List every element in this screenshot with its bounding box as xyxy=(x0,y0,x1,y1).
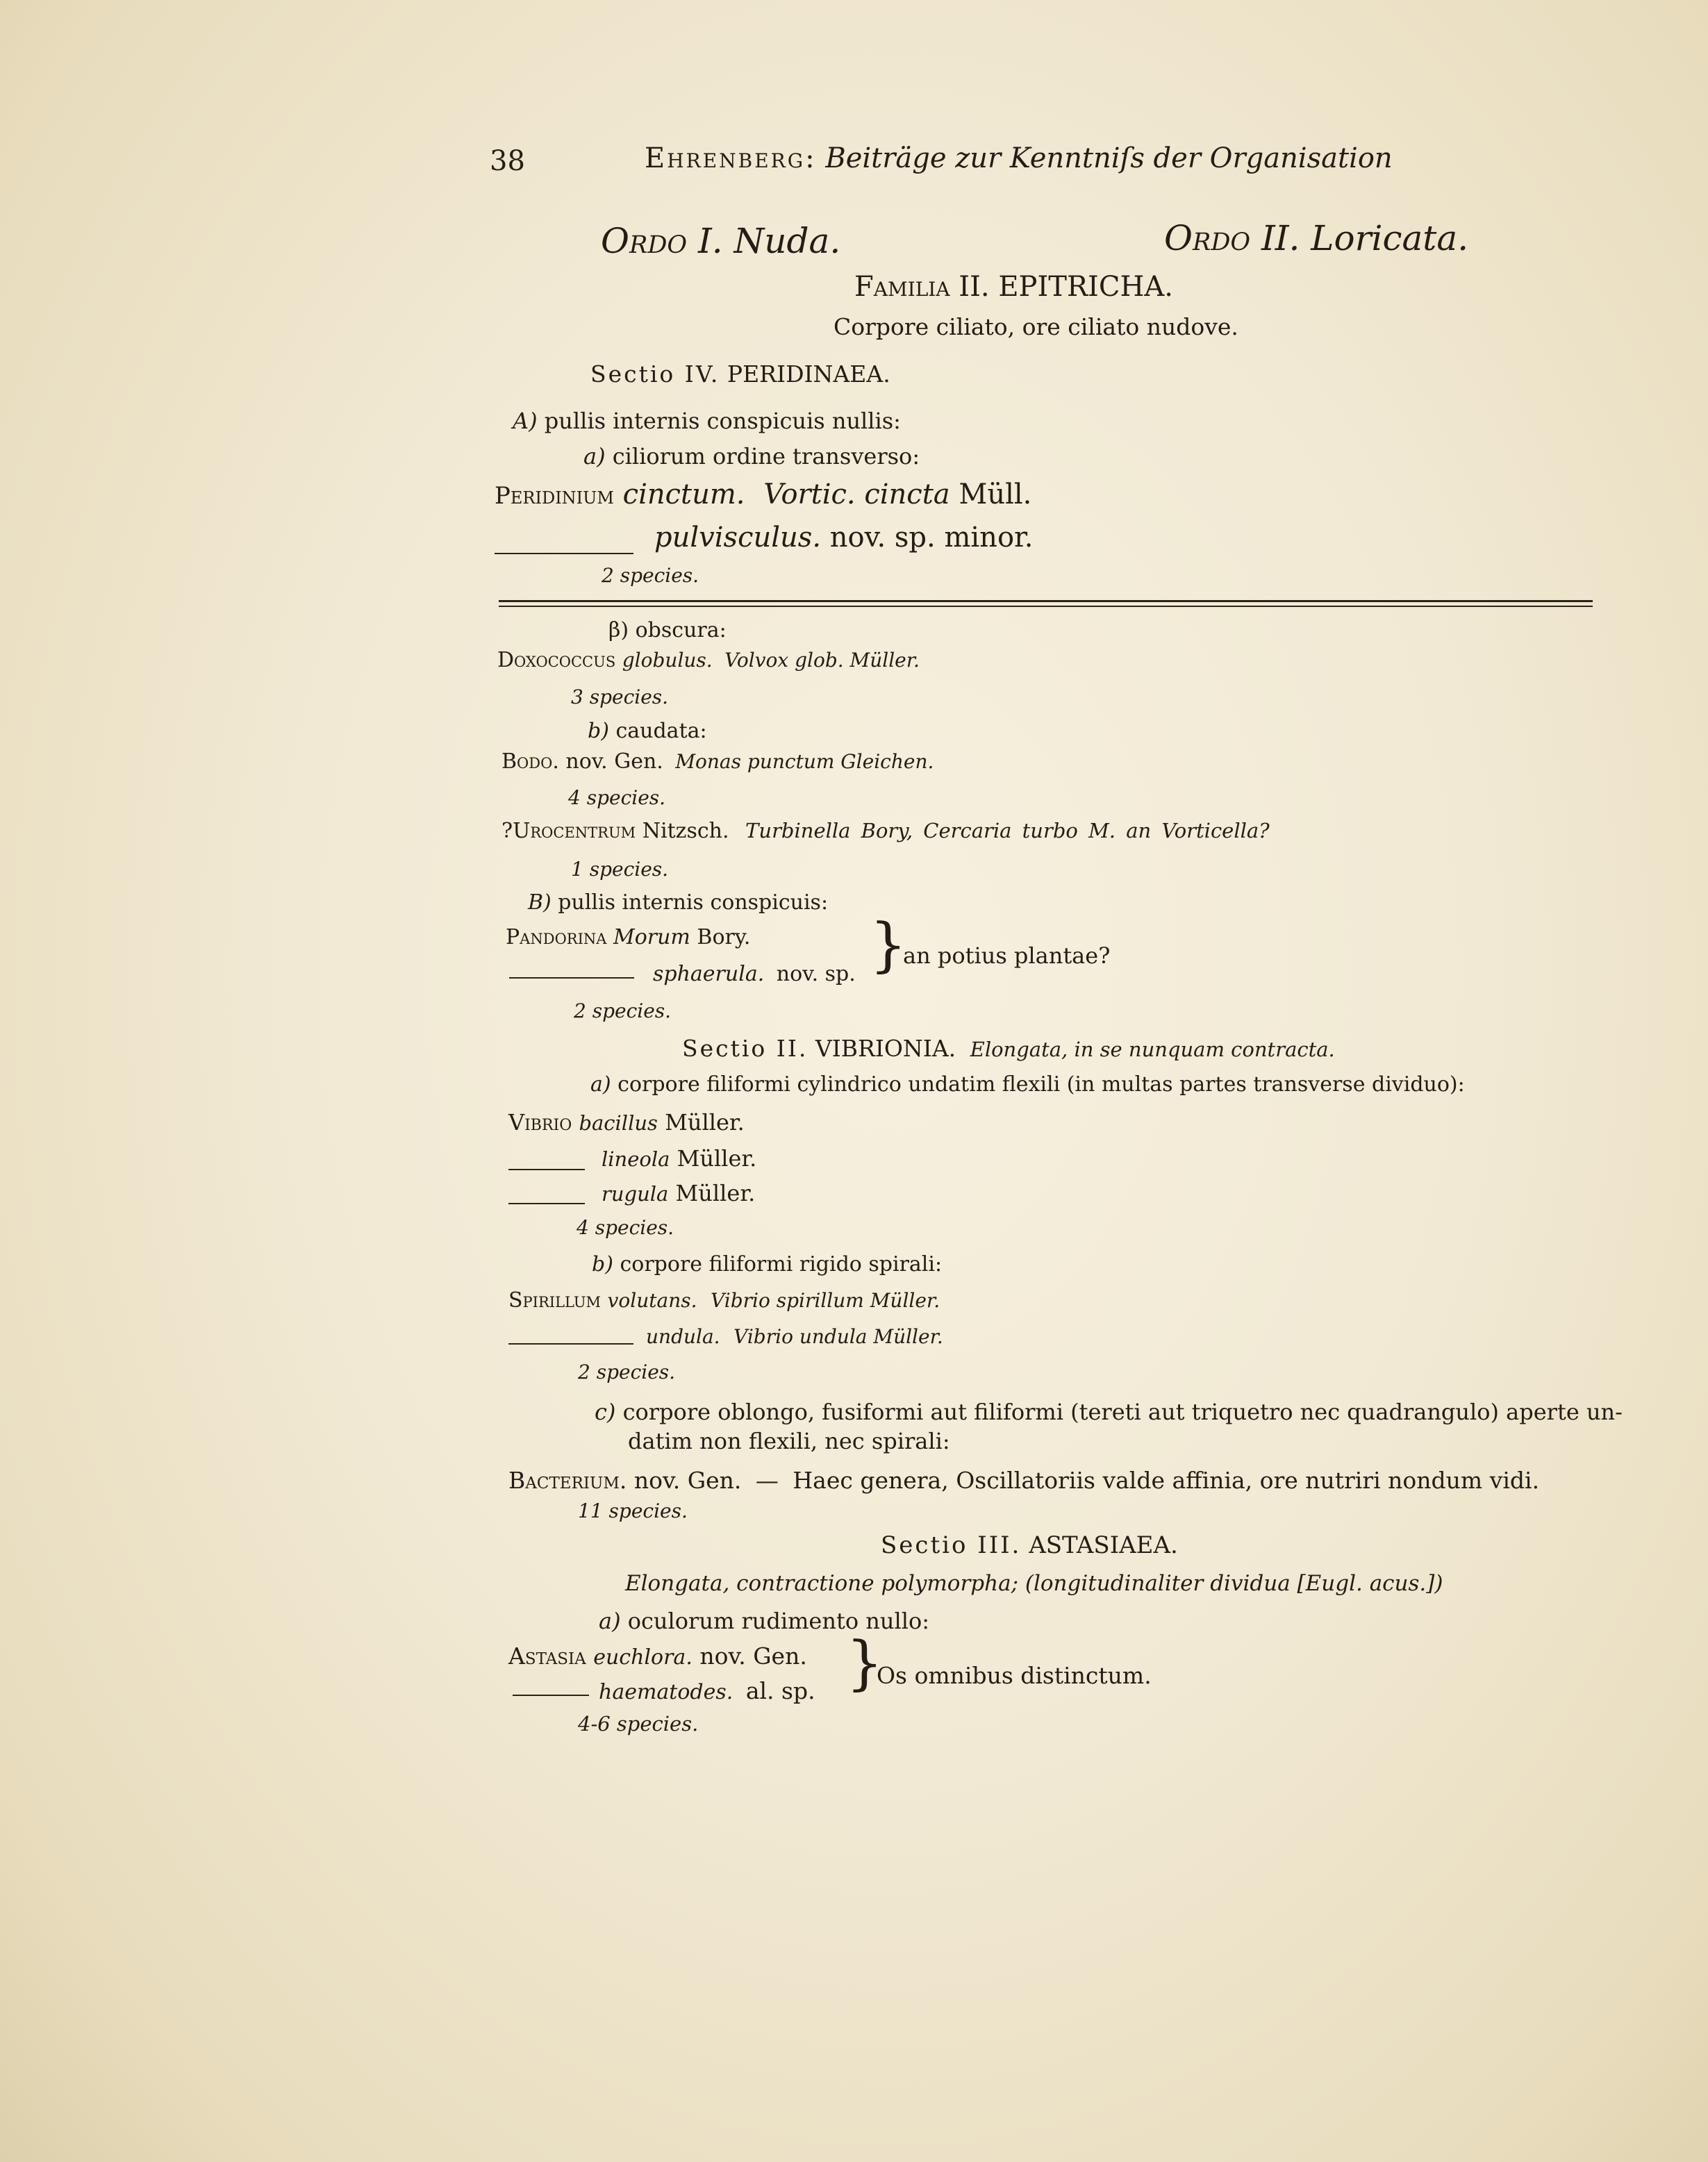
authority: Bory. xyxy=(697,925,751,949)
em-dash: — xyxy=(755,1467,779,1494)
familia-name: EPITRICHA. xyxy=(998,271,1173,303)
species-name: rugula xyxy=(602,1182,669,1206)
division-mark: a) xyxy=(590,1072,611,1097)
pandorina-note: an potius plantae? xyxy=(903,942,1111,969)
remark: Haec genera, Oscillatoriis valde affinia, ore nutriri nondum vidi. xyxy=(793,1467,1540,1494)
note: nov. sp. minor. xyxy=(829,522,1034,554)
division-mark: B) xyxy=(528,890,552,915)
ordo-2 xyxy=(1164,218,1469,258)
entry-peridinium xyxy=(495,481,1031,508)
division-text: corpore filiformi rigido spirali: xyxy=(620,1252,943,1277)
division-text: pullis internis conspicuis nullis: xyxy=(544,408,901,434)
sectio-4-label: Sectio IV. xyxy=(590,360,720,388)
curly-brace: } xyxy=(846,1629,884,1697)
ordo-1-name: Nuda. xyxy=(733,221,841,261)
double-rule-top xyxy=(499,600,1593,602)
species-count: 4 species. xyxy=(568,786,666,809)
entry-spirillum-undula xyxy=(646,1327,943,1347)
sectio-2-b xyxy=(592,1254,942,1275)
note: nov. Gen. xyxy=(565,749,663,774)
division-mark: a) xyxy=(583,443,606,469)
page-number: 38 xyxy=(490,145,525,177)
ditto-dash xyxy=(509,977,634,979)
sectio-2-name: VIBRIONIA. xyxy=(815,1035,956,1062)
species-name: lineola xyxy=(602,1147,670,1171)
sectio-4-heading xyxy=(590,360,890,388)
astasia-note: Os omnibus distinctum. xyxy=(877,1662,1152,1689)
ditto-dash xyxy=(508,1169,585,1170)
synonym: Volvox glob. Müller. xyxy=(724,649,920,672)
running-head xyxy=(645,144,1393,172)
curly-brace: } xyxy=(870,910,907,979)
entry-haematodes xyxy=(599,1679,815,1703)
genus-name: ?Urocentrum xyxy=(501,819,636,843)
species-name: globulus. xyxy=(622,649,713,672)
running-head-title: Beiträge zur Kenntniſs der Organisation xyxy=(825,142,1393,174)
entry-vibrio-rugula xyxy=(602,1182,755,1204)
authority: Nitzsch. xyxy=(642,819,729,843)
species-name: bacillus xyxy=(579,1111,658,1135)
division-text: caudata: xyxy=(615,719,707,743)
genus-name: Bodo. xyxy=(501,749,559,774)
entry-pandorina xyxy=(506,927,750,948)
division-text: obscura: xyxy=(635,618,727,642)
division-mark: c) xyxy=(595,1399,616,1425)
sectio-2-heading xyxy=(682,1037,1335,1060)
description-parenthetical: (longitudinaliter dividua xyxy=(1025,1571,1291,1596)
entry-spirillum-volutans xyxy=(508,1290,940,1311)
division-mark: a) xyxy=(599,1608,621,1634)
species-count: 2 species. xyxy=(602,564,699,587)
species-count: 3 species. xyxy=(571,685,669,708)
running-head-author: Ehrenberg: xyxy=(645,142,817,174)
genus-name: Bacterium. xyxy=(508,1467,627,1494)
ordo-1-label: Ordo I. xyxy=(601,221,723,261)
ordo-2-name: Loricata. xyxy=(1311,218,1469,258)
entry-sphaerula xyxy=(653,964,856,985)
sectio-4-b xyxy=(588,721,707,742)
species-name: pulvisculus. xyxy=(654,522,822,554)
sectio-3-label: Sectio III. xyxy=(881,1531,1022,1559)
division-mark: β) xyxy=(608,618,629,642)
sectio-4-A xyxy=(513,410,901,432)
authority: Müller. xyxy=(665,1109,745,1136)
entry-vibrio-lineola xyxy=(602,1147,756,1170)
authority: Müll. xyxy=(959,479,1032,510)
synonym: Vibrio spirillum Müller. xyxy=(711,1289,940,1312)
genus-name: Doxococcus xyxy=(497,648,616,672)
sectio-3-name: ASTASIAEA. xyxy=(1029,1531,1178,1559)
description-italic: Elongata, contractione polymorpha; xyxy=(625,1571,1019,1596)
species-name: Morum xyxy=(613,925,690,949)
sectio-2-description: Elongata, in se nunquam contracta. xyxy=(970,1038,1335,1061)
ditto-dash xyxy=(495,553,633,554)
genus-name: Pandorina xyxy=(506,925,607,949)
sectio-2-a xyxy=(590,1074,1465,1095)
synonym: Vibrio undula Müller. xyxy=(733,1325,943,1348)
entry-vibrio-bacillus xyxy=(508,1109,745,1136)
ordo-2-label: Ordo II. xyxy=(1164,218,1300,258)
synonym: Monas punctum Gleichen. xyxy=(675,750,934,773)
familia-description: Corpore ciliato, ore ciliato nudove. xyxy=(834,313,1238,340)
note: al. sp. xyxy=(745,1677,815,1704)
ditto-dash xyxy=(508,1203,585,1204)
sectio-2-label: Sectio II. xyxy=(682,1035,809,1062)
division-text: oculorum rudimento nullo: xyxy=(627,1608,929,1634)
genus-name: Peridinium xyxy=(495,482,614,510)
synonym: Turbinella Bory, Cercaria turbo M. an Vorticella? xyxy=(745,819,1270,842)
species-name: cinctum. xyxy=(622,479,745,510)
genus-name: Spirillum xyxy=(508,1288,602,1313)
species-count: 2 species. xyxy=(578,1361,676,1383)
sectio-4-B xyxy=(528,892,828,913)
species-name: sphaerula. xyxy=(653,962,765,986)
sectio-2-c xyxy=(595,1401,1623,1423)
familia-heading xyxy=(854,273,1173,301)
authority: Müller. xyxy=(677,1145,757,1172)
double-rule-bottom xyxy=(499,606,1593,607)
entry-astasia xyxy=(508,1645,807,1668)
entry-pulvisculus xyxy=(654,522,1034,554)
genus-name: Astasia xyxy=(508,1643,586,1670)
division-text: ciliorum ordine transverso: xyxy=(612,443,920,469)
species-count: 2 species. xyxy=(574,999,672,1022)
sectio-4-name: PERIDINAEA. xyxy=(727,360,890,388)
division-text: pullis internis conspicuis: xyxy=(558,890,829,915)
synonym: Vortic. cincta xyxy=(763,479,950,510)
description-bracket: [Eugl. acus.]) xyxy=(1297,1571,1443,1596)
division-text: corpore filiformi cylindrico undatim flexili (in multas partes transverse dividuo): xyxy=(617,1072,1465,1097)
sectio-2-c-continued: datim non flexili, nec spirali: xyxy=(628,1428,950,1454)
note: nov. sp. xyxy=(776,962,856,986)
note: nov. Gen. xyxy=(633,1467,742,1494)
note: nov. Gen. xyxy=(699,1643,807,1670)
division-text: corpore oblongo, fusiformi aut filiformi (tereti aut triquetro nec quadrangulo) aperte un- xyxy=(622,1399,1623,1425)
entry-bodo xyxy=(501,751,934,772)
ditto-dash xyxy=(513,1695,589,1696)
species-name: haematodes. xyxy=(599,1680,733,1704)
species-count: 1 species. xyxy=(571,858,669,881)
authority: Müller. xyxy=(675,1180,756,1206)
genus-name: Vibrio xyxy=(508,1109,572,1136)
division-mark: A) xyxy=(513,408,538,434)
ordo-1 xyxy=(601,221,841,261)
entry-bacterium xyxy=(508,1469,1539,1492)
division-mark: b) xyxy=(588,719,609,743)
sectio-4-beta xyxy=(608,620,727,641)
entry-doxococcus xyxy=(497,650,920,671)
species-count: 11 species. xyxy=(578,1499,688,1522)
sectio-3-description xyxy=(625,1573,1443,1595)
species-count: 4-6 species. xyxy=(578,1712,699,1736)
division-mark: b) xyxy=(592,1252,613,1277)
sectio-4-a xyxy=(583,445,920,467)
species-count: 4 species. xyxy=(577,1216,674,1239)
entry-urocentrum xyxy=(501,821,1270,842)
familia-label: Familia II. xyxy=(854,271,990,303)
species-name: euchlora. xyxy=(593,1645,693,1670)
sectio-3-heading xyxy=(881,1533,1178,1557)
species-name: volutans. xyxy=(607,1289,697,1312)
ditto-dash xyxy=(508,1343,633,1345)
species-name: undula. xyxy=(646,1325,720,1348)
